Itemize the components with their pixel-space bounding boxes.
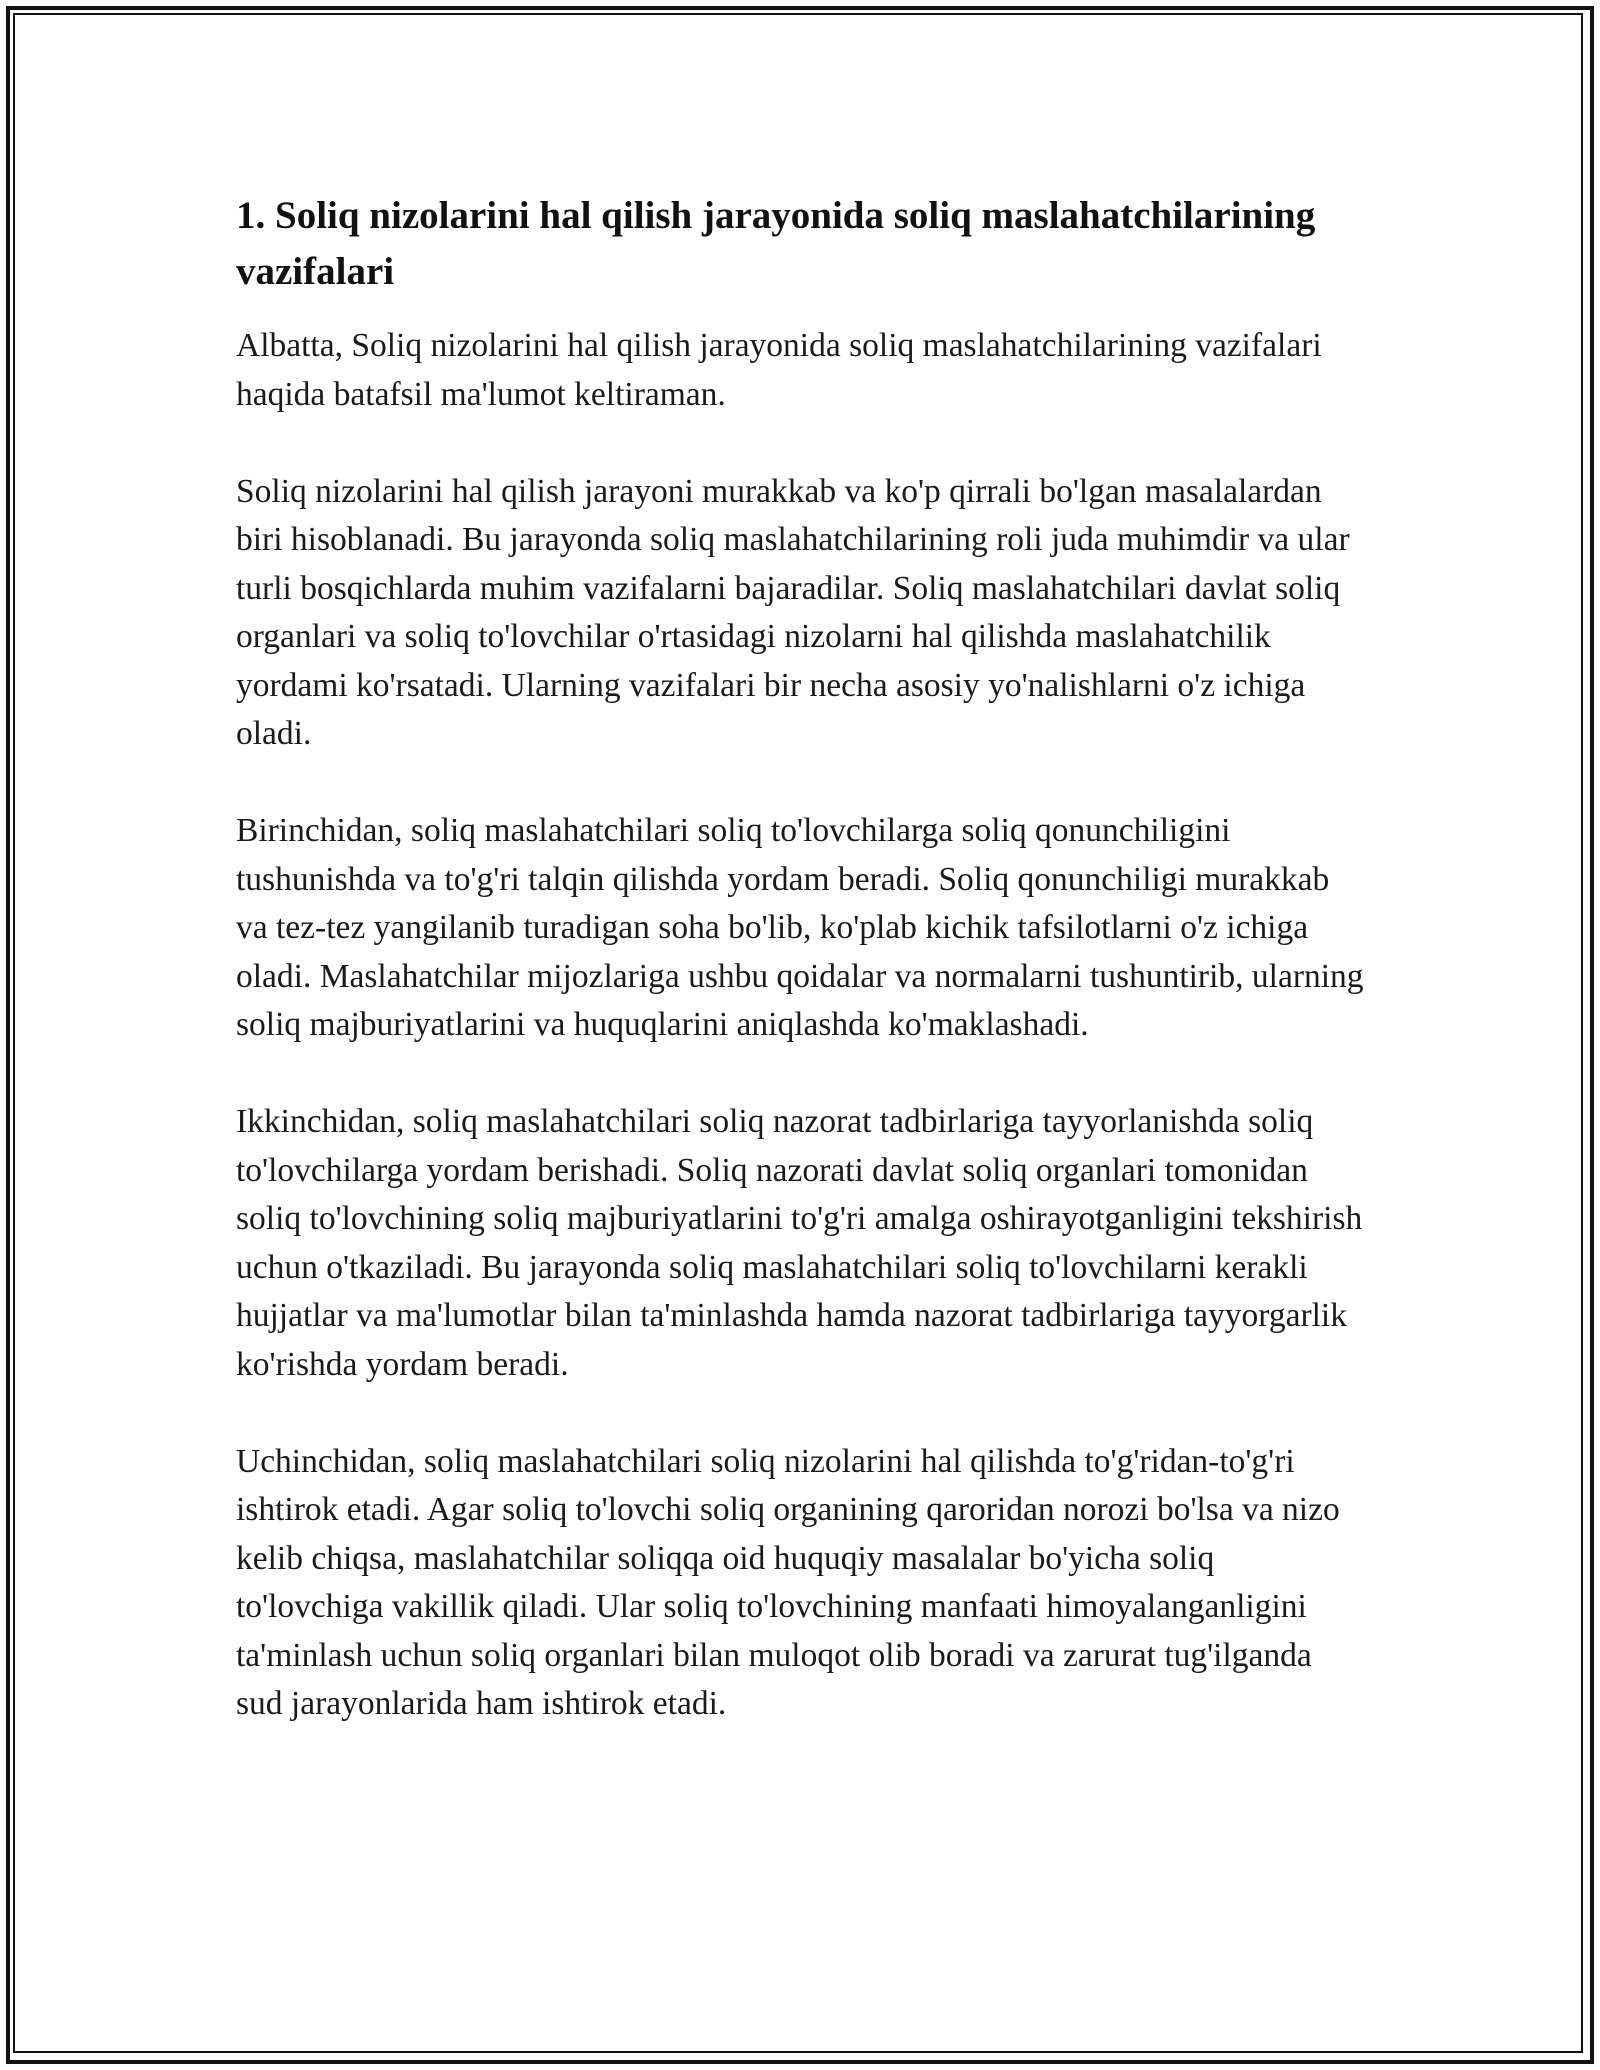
paragraph-overview: Soliq nizolarini hal qilish jarayoni murakkab va ko'p qirrali bo'lgan masalalardan biri hisoblanadi. Bu jarayonda soliq maslahatchilarining roli juda muhimdir va ular turli bosqichlarda muhim vazifalarni bajaradilar. Soliq maslahatchilari davlat soliq organlari va soliq to'lovchilar o'rtasidagi nizolarni hal qilishda maslahatchilik yordami ko'rsatadi. Ularning vazifalari bir necha asosiy yo'nalishlarni o'z ichiga oladi. [236,472,1350,752]
paragraph-intro: Albatta, Soliq nizolarini hal qilish jarayonida soliq maslahatchilarining vazifalari haqida batafsil ma'lumot keltiraman. [236,327,1322,413]
paragraph-third-duty: Uchinchidan, soliq maslahatchilari soliq nizolarini hal qilishda to'g'ridan-to'g'ri ishtirok etadi. Agar soliq to'lovchi soliq organining qaroridan norozi bo'lsa va nizo kelib chiqsa, maslahatchilar soliqqa oid huquqiy masalalar bo'yicha soliq to'lovchiga vakillik qiladi. Ular soliq to'lovchining manfaati himoyalanganligini ta'minlash uchun soliq organlari bilan muloqot olib boradi va zarurat tug'ilganda sud jarayonlarida ham ishtirok etadi. [236,1442,1340,1722]
paragraph-second-duty: Ikkinchidan, soliq maslahatchilari soliq nazorat tadbirlariga tayyorlanishda soliq to'lovchilarga yordam berishadi. Soliq nazorati davlat soliq organlari tomonidan soliq to'lovchining soliq majburiyatlarini to'g'ri amalga oshirayotganligini tekshirish uchun o'tkaziladi. Bu jarayonda soliq maslahatchilari soliq to'lovchilarni kerakli hujjatlar va ma'lumotlar bilan ta'minlashda hamda nazorat tadbirlariga tayyorgarlik ko'rishda yordam beradi. [236,1103,1363,1383]
document-title: 1. Soliq nizolarini hal qilish jarayonida soliq maslahatchilarining vazifalari [236,194,1316,293]
document-body [236,188,1366,1777]
paragraph-first-duty: Birinchidan, soliq maslahatchilari soliq to'lovchilarga soliq qonunchiligini tushunishda va to'g'ri talqin qilishda yordam beradi. Soliq qonunchiligi murakkab va tez-tez yangilanib turadigan soha bo'lib, ko'plab kichik tafsilotlarni o'z ichiga oladi. Maslahatchilar mijozlariga ushbu qoidalar va normalarni tushuntirib, ularning soliq majburiyatlarini va huquqlarini aniqlashda ko'maklashadi. [236,812,1364,1043]
